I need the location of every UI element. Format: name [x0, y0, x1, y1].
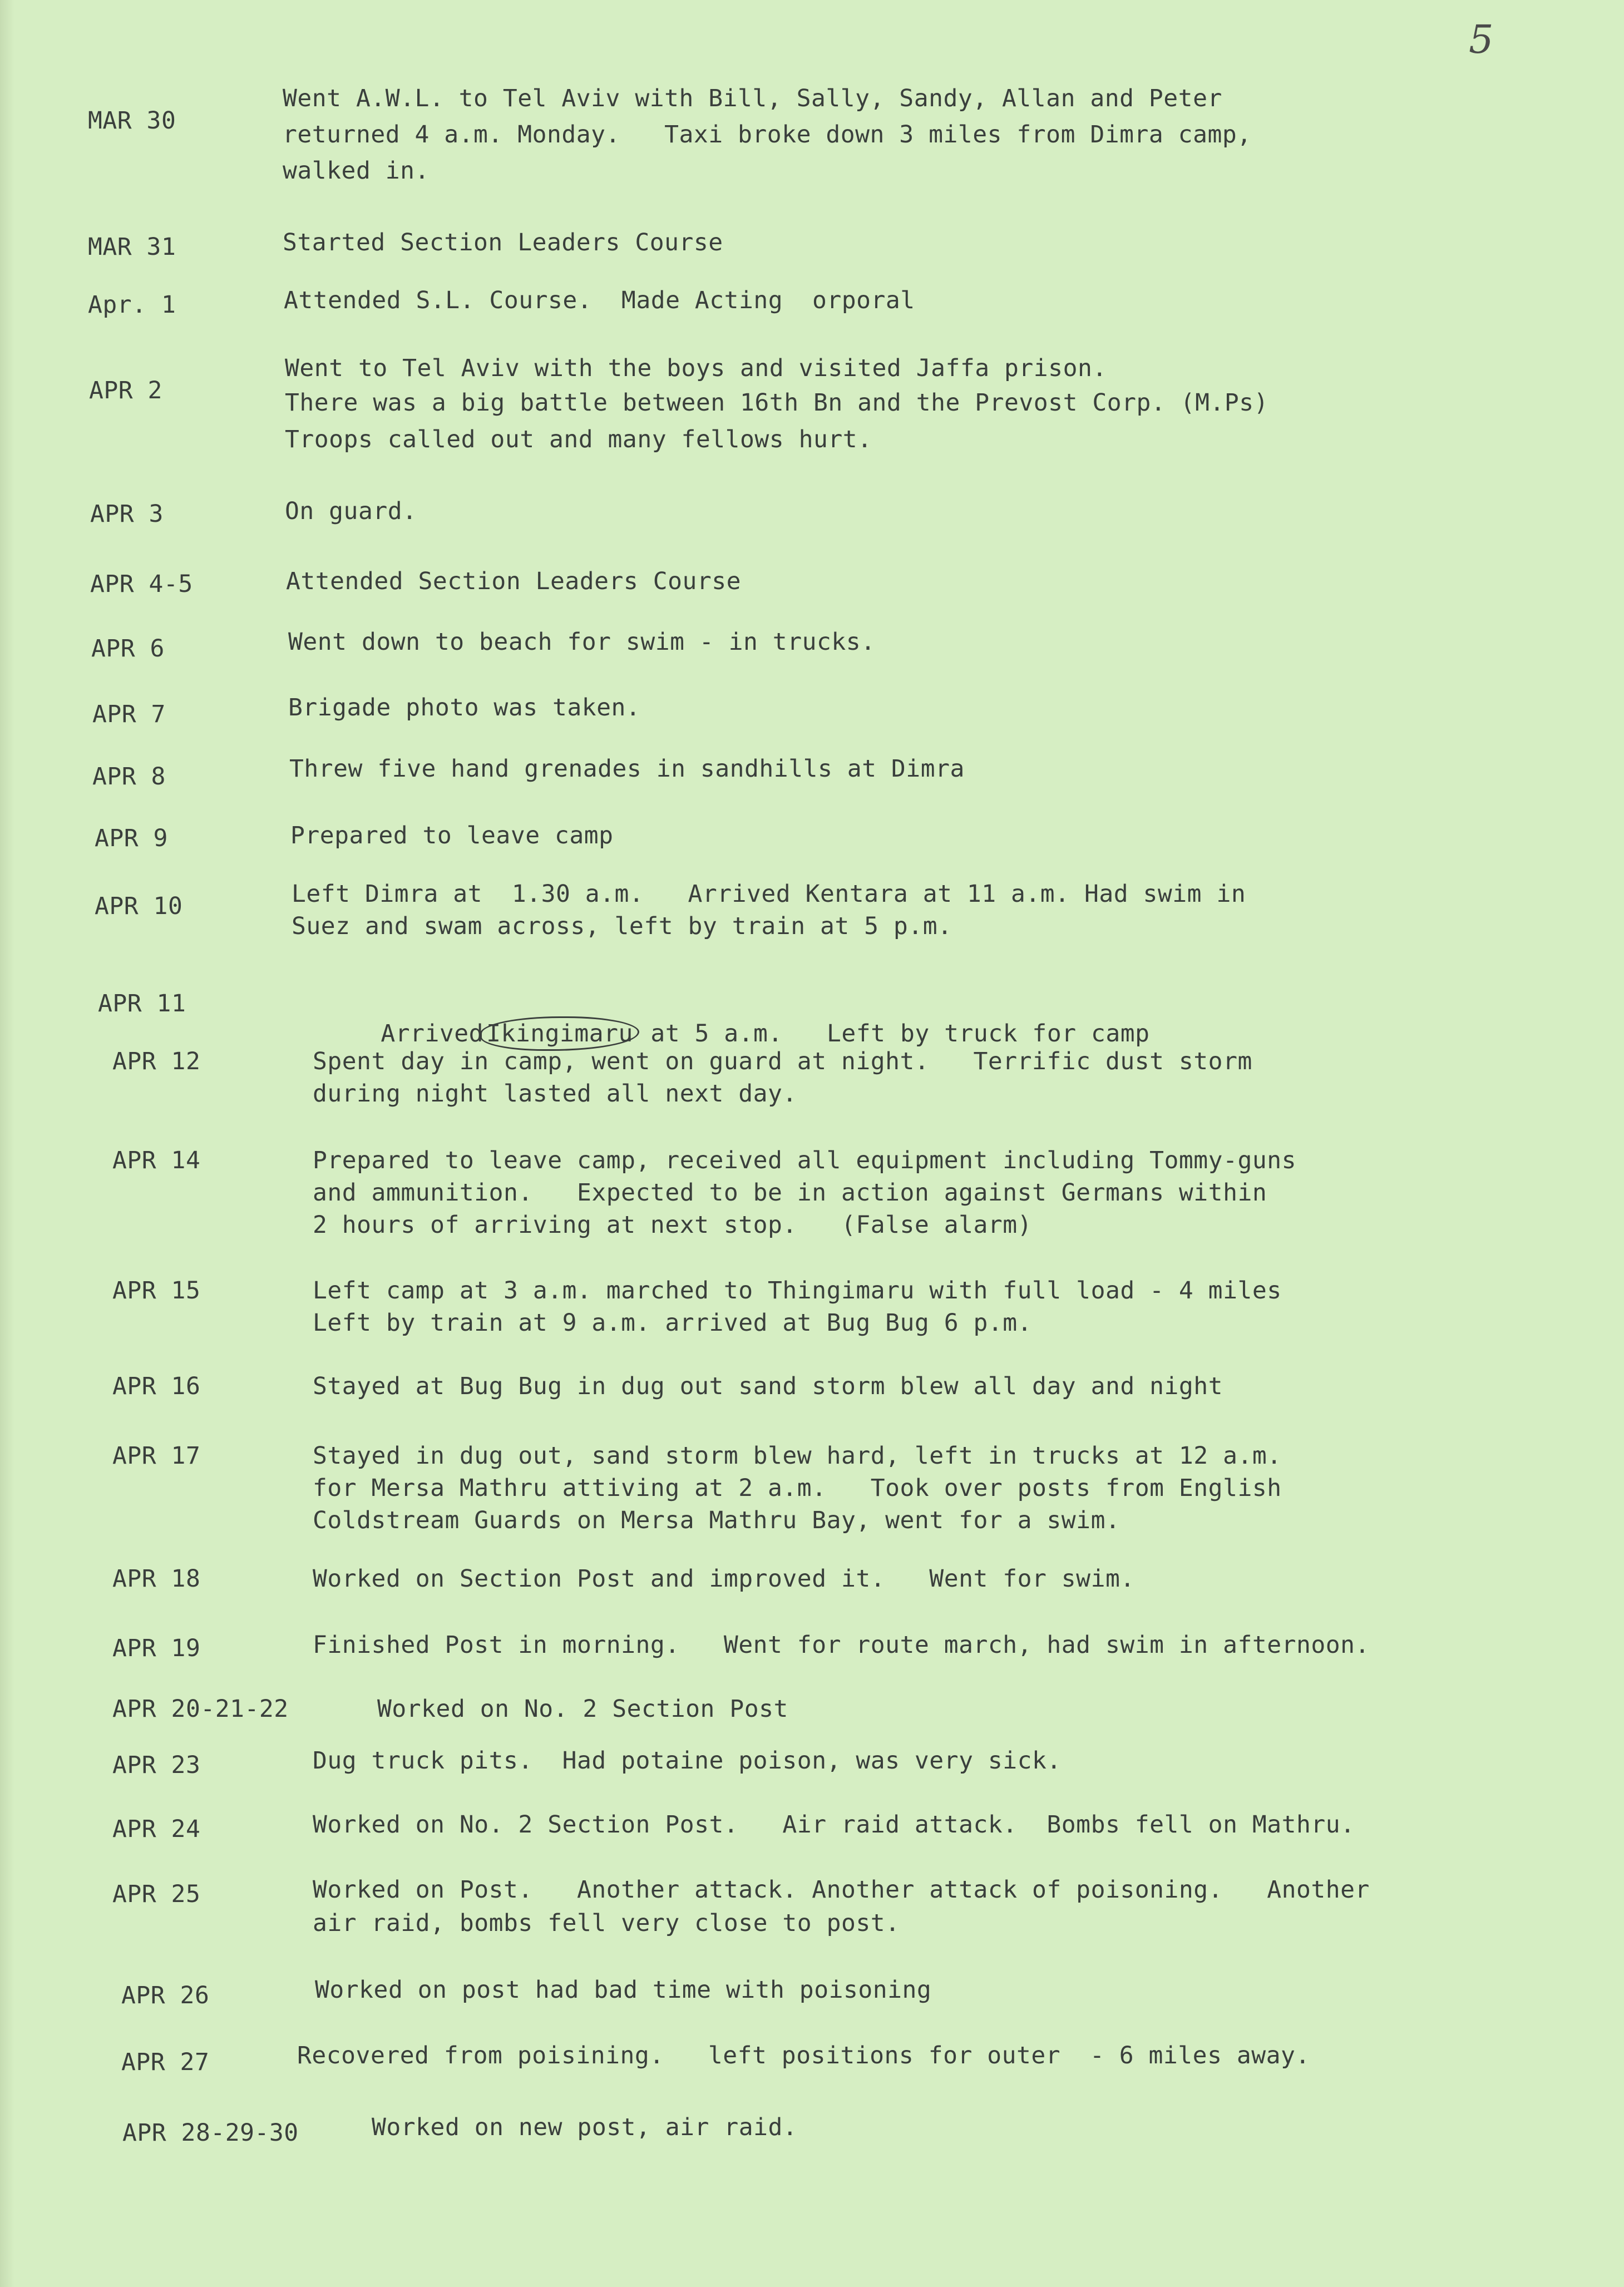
entry-line: for Mersa Mathru attiving at 2 a.m. Took over posts from English [313, 1474, 1282, 1502]
entry-date: APR 6 [91, 635, 165, 663]
diary-entry [0, 1807, 1624, 1846]
entry-line: Left Dimra at 1.30 a.m. Arrived Kentara at 11 a.m. Had swim in [292, 880, 1246, 908]
diary-entry [0, 283, 1624, 322]
entry-line: walked in. [283, 157, 430, 185]
entry-line: Finished Post in morning. Went for route march, had swim in afternoon. [313, 1631, 1370, 1659]
entry-date: APR 20-21-22 [112, 1695, 289, 1723]
entry-line: Worked on Section Post and improved it. Went for swim. [313, 1565, 1135, 1593]
entry-date: APR 25 [112, 1880, 201, 1908]
entry-line: Coldstream Guards on Mersa Mathru Bay, went for a swim. [313, 1506, 1120, 1534]
entry-line: Left by train at 9 a.m. arrived at Bug Bug 6 p.m. [313, 1309, 1033, 1337]
entry-line: returned 4 a.m. Monday. Taxi broke down 3 miles from Dimra camp, [283, 121, 1252, 149]
entry-date: Apr. 1 [88, 291, 176, 319]
entry-line: Prepared to leave camp [290, 822, 614, 849]
entry-line: air raid, bombs fell very close to post. [313, 1909, 900, 1937]
entry-date: APR 26 [121, 1982, 210, 2009]
diary-entry [0, 1273, 1624, 1345]
entry-text: at 5 a.m. Left by truck for camp [650, 1020, 1150, 1048]
diary-entry [0, 1561, 1624, 1600]
entry-line: Spent day in camp, went on guard at night. Terrific dust storm [313, 1048, 1252, 1075]
entry-line: 2 hours of arriving at next stop. (False alarm) [313, 1211, 1033, 1239]
entry-date: APR 17 [112, 1442, 201, 1470]
diary-entry [0, 1044, 1624, 1116]
entry-line: Left camp at 3 a.m. marched to Thingimaru with full load - 4 miles [313, 1277, 1282, 1305]
diary-entry [0, 496, 1624, 535]
entry-line: Went down to beach for swim - in trucks. [288, 628, 876, 656]
entry-line: Dug truck pits. Had potaine poison, was very sick. [313, 1747, 1062, 1775]
diary-entry [0, 2038, 1624, 2077]
entry-line: Suez and swam across, left by train at 5 p.m. [292, 912, 952, 940]
page-number: 5 [1469, 17, 1494, 62]
entry-line: Stayed at Bug Bug in dug out sand storm blew all day and night [313, 1372, 1223, 1400]
entry-date: APR 12 [112, 1048, 201, 1075]
diary-entry [0, 690, 1624, 729]
entry-line: Stayed in dug out, sand storm blew hard, left in trucks at 12 a.m. [313, 1442, 1282, 1470]
diary-entry [0, 1872, 1624, 1944]
entry-line: Prepared to leave camp, received all equipment including Tommy-guns [313, 1147, 1297, 1174]
entry-line: Threw five hand grenades in sandhills at Dimra [289, 755, 965, 783]
entry-line: Recovered from poisining. left positions for outer - 6 miles away. [297, 2042, 1310, 2069]
diary-entry [0, 350, 1624, 462]
entry-line: Worked on No. 2 Section Post. Air raid attack. Bombs fell on Mathru. [313, 1811, 1355, 1839]
diary-entry [0, 980, 1624, 1048]
entry-date: MAR 30 [88, 107, 176, 135]
entry-date: APR 18 [112, 1565, 201, 1593]
entry-date: APR 4-5 [90, 570, 193, 598]
diary-entry [0, 229, 1624, 268]
entry-line: Brigade photo was taken. [288, 694, 641, 722]
entry-line: Worked on new post, air raid. [372, 2113, 798, 2141]
entry-date: APR 24 [112, 1815, 201, 1843]
diary-entry [0, 624, 1624, 663]
diary-entry [0, 1438, 1624, 1549]
entry-date: APR 19 [112, 1634, 201, 1662]
entry-date: APR 11 [98, 990, 186, 1017]
entry-date: APR 10 [95, 892, 183, 920]
diary-entry [0, 78, 1624, 189]
entry-line: On guard. [285, 497, 417, 525]
entry-date: APR 14 [112, 1147, 201, 1174]
diary-entry [0, 1691, 1624, 1730]
diary-entry [0, 1627, 1624, 1666]
diary-entry [0, 1972, 1624, 2011]
entry-line: Worked on Post. Another attack. Another attack of poisoning. Another [313, 1876, 1370, 1904]
entry-date: APR 15 [112, 1277, 201, 1305]
diary-entry [0, 1143, 1624, 1254]
entry-line: Attended Section Leaders Course [286, 567, 742, 595]
diary-entry [0, 876, 1624, 949]
entry-line: Troops called out and many fellows hurt. [285, 426, 872, 453]
entry-date: APR 16 [112, 1372, 201, 1400]
entry-date: APR 27 [121, 2048, 210, 2076]
entry-line: Started Section Leaders Course [283, 229, 723, 256]
diary-entry [0, 2110, 1624, 2148]
entry-date: APR 2 [89, 377, 162, 404]
entry-date: APR 23 [112, 1751, 201, 1779]
entry-text: Arrived [381, 1020, 484, 1048]
entry-date: APR 3 [90, 500, 164, 528]
entry-date: APR 28-29-30 [122, 2119, 299, 2147]
diary-entry [0, 1743, 1624, 1782]
entry-date: APR 7 [92, 700, 166, 728]
entry-date: APR 9 [95, 824, 168, 852]
entry-date: APR 8 [92, 763, 166, 791]
entry-line: Attended S.L. Course. Made Acting orporal [284, 287, 915, 314]
circled-place-name: Ikingimaru [480, 1016, 639, 1051]
entry-line: Worked on post had bad time with poisoning [315, 1976, 932, 2004]
entry-line: Worked on No. 2 Section Post [377, 1695, 788, 1723]
diary-entry [0, 564, 1624, 602]
entry-line: during night lasted all next day. [313, 1080, 797, 1108]
entry-date: MAR 31 [88, 233, 176, 261]
diary-entry [0, 818, 1624, 857]
entry-line: Went A.W.L. to Tel Aviv with Bill, Sally, Sandy, Allan and Peter [283, 85, 1222, 112]
entry-line: Went to Tel Aviv with the boys and visited Jaffa prison. [285, 354, 1107, 382]
entry-line: There was a big battle between 16th Bn and the Prevost Corp. (M.Ps) [285, 389, 1269, 417]
entry-line: and ammunition. Expected to be in action against Germans within [313, 1179, 1267, 1207]
diary-entry [0, 1369, 1624, 1407]
diary-entry [0, 751, 1624, 790]
